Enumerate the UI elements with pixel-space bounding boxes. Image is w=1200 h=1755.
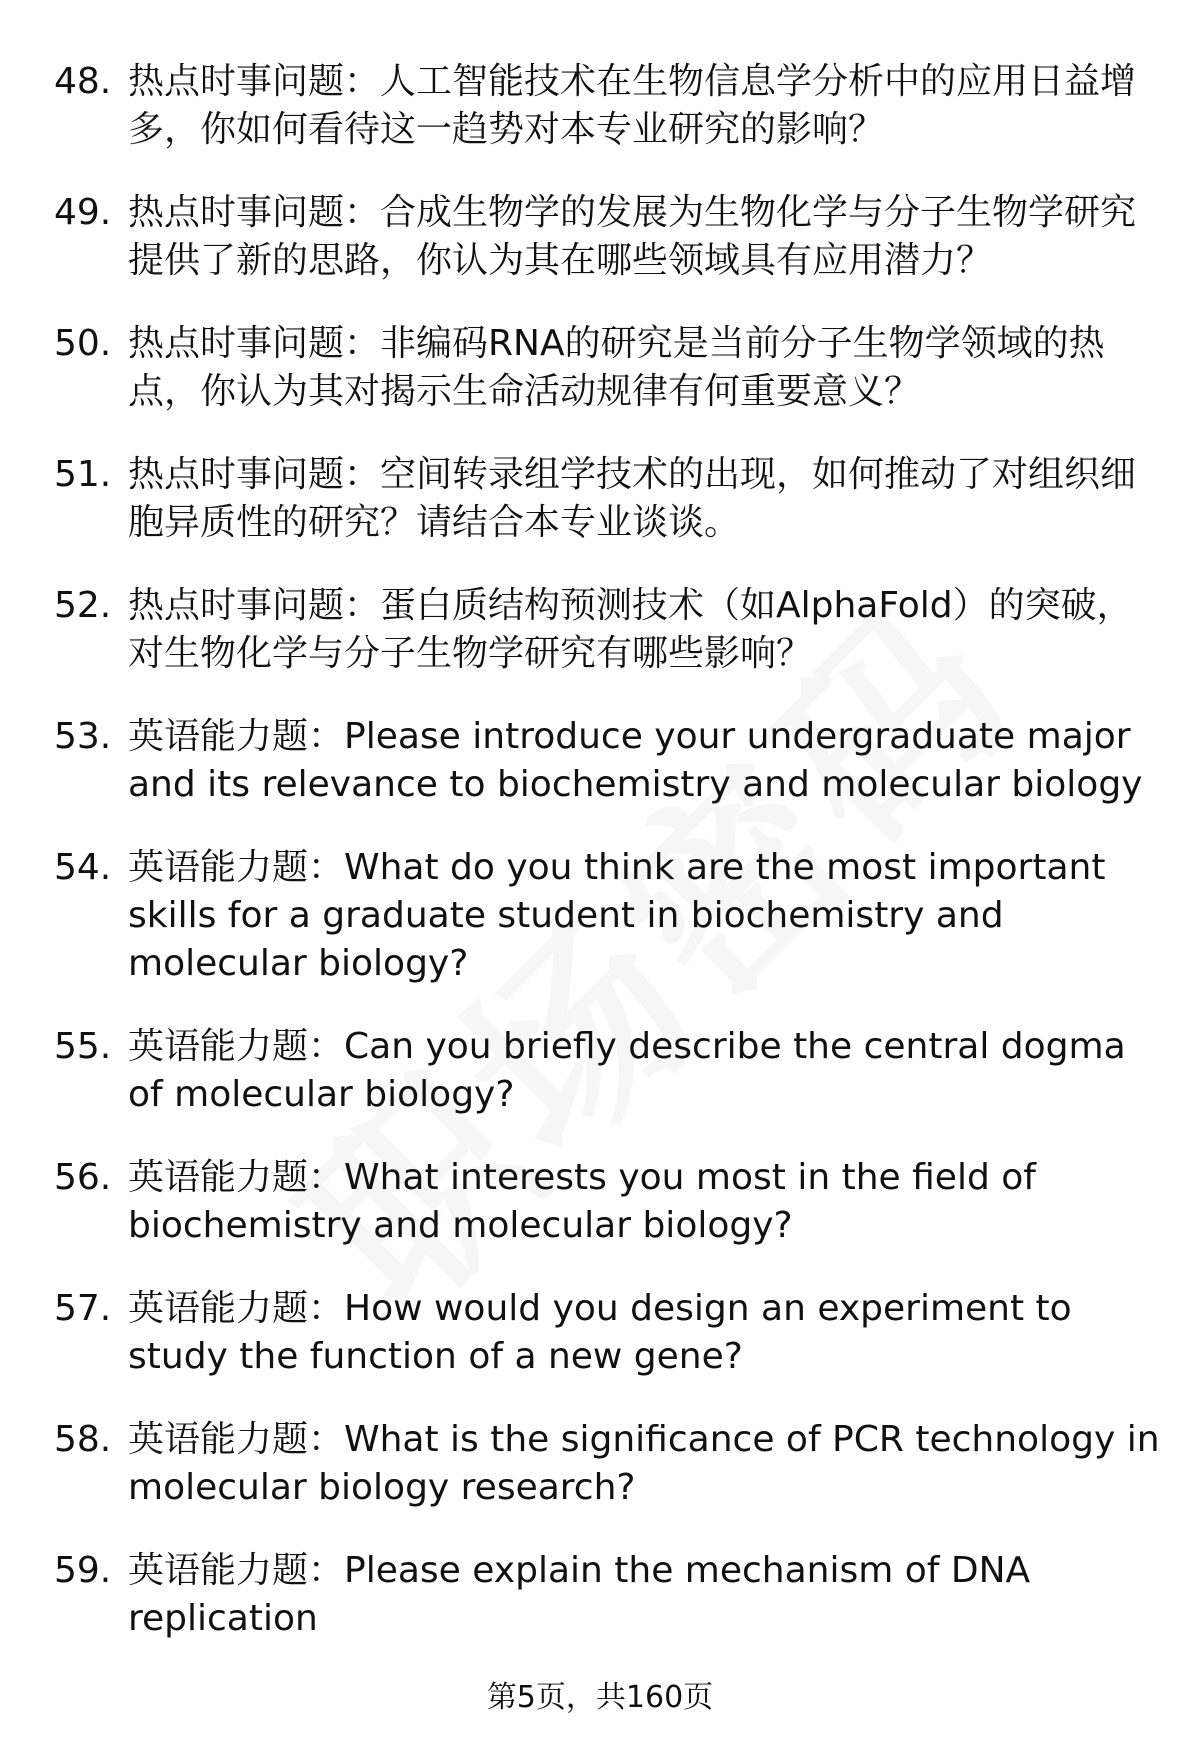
question-text: 英语能力题：Please explain the mechanism of DNA replication bbox=[128, 1550, 1031, 1639]
question-text: 热点时事问题：合成生物学的发展为生物化学与分子生物学研究提供了新的思路，你认为其在哪些领域具有应用潜力？ bbox=[128, 192, 1137, 281]
question-number: 52. bbox=[54, 585, 112, 626]
question-text: 英语能力题：How would you design an experiment to study the function of a new gene? bbox=[128, 1288, 1072, 1377]
list-item bbox=[0, 1285, 1200, 1381]
question-text: 热点时事问题：蛋白质结构预测技术（如AlphaFold）的突破，对生物化学与分子生物学研究有哪些影响？ bbox=[128, 585, 1133, 674]
list-item bbox=[0, 189, 1200, 285]
list-item bbox=[0, 58, 1200, 154]
question-list bbox=[0, 58, 1200, 1678]
question-number: 59. bbox=[54, 1550, 112, 1591]
list-item bbox=[0, 582, 1200, 678]
question-number: 48. bbox=[54, 61, 112, 102]
question-number: 55. bbox=[54, 1026, 112, 1067]
question-number: 51. bbox=[54, 454, 112, 495]
question-text: 英语能力题：What is the significance of PCR technology in molecular biology research? bbox=[128, 1419, 1160, 1508]
list-item bbox=[0, 1547, 1200, 1643]
page-footer: 第5页，共160页 bbox=[486, 1680, 714, 1715]
question-number: 57. bbox=[54, 1288, 112, 1329]
question-number: 49. bbox=[54, 192, 112, 233]
question-text: 英语能力题：What do you think are the most important skills for a graduate student in biochemistry and molecular biology? bbox=[128, 847, 1106, 984]
question-text: 热点时事问题：人工智能技术在生物信息学分析中的应用日益增多，你如何看待这一趋势对本专业研究的影响？ bbox=[128, 61, 1137, 150]
list-item bbox=[0, 1023, 1200, 1119]
question-text: 英语能力题：Please introduce your undergraduate major and its relevance to biochemistry and molecular biology bbox=[128, 716, 1143, 805]
question-number: 56. bbox=[54, 1157, 112, 1198]
question-text: 热点时事问题：非编码RNA的研究是当前分子生物学领域的热点，你认为其对揭示生命活动规律有何重要意义？ bbox=[128, 323, 1105, 412]
question-text: 热点时事问题：空间转录组学技术的出现，如何推动了对组织细胞异质性的研究？请结合本专业谈谈。 bbox=[128, 454, 1137, 543]
list-item bbox=[0, 844, 1200, 988]
list-item bbox=[0, 1416, 1200, 1512]
question-text: 英语能力题：Can you briefly describe the central dogma of molecular biology? bbox=[128, 1026, 1126, 1115]
question-number: 54. bbox=[54, 847, 112, 888]
list-item bbox=[0, 1154, 1200, 1250]
list-item bbox=[0, 451, 1200, 547]
list-item bbox=[0, 320, 1200, 416]
question-number: 53. bbox=[54, 716, 112, 757]
question-text: 英语能力题：What interests you most in the field of biochemistry and molecular biology? bbox=[128, 1157, 1036, 1246]
question-number: 58. bbox=[54, 1419, 112, 1460]
question-number: 50. bbox=[54, 323, 112, 364]
list-item bbox=[0, 713, 1200, 809]
